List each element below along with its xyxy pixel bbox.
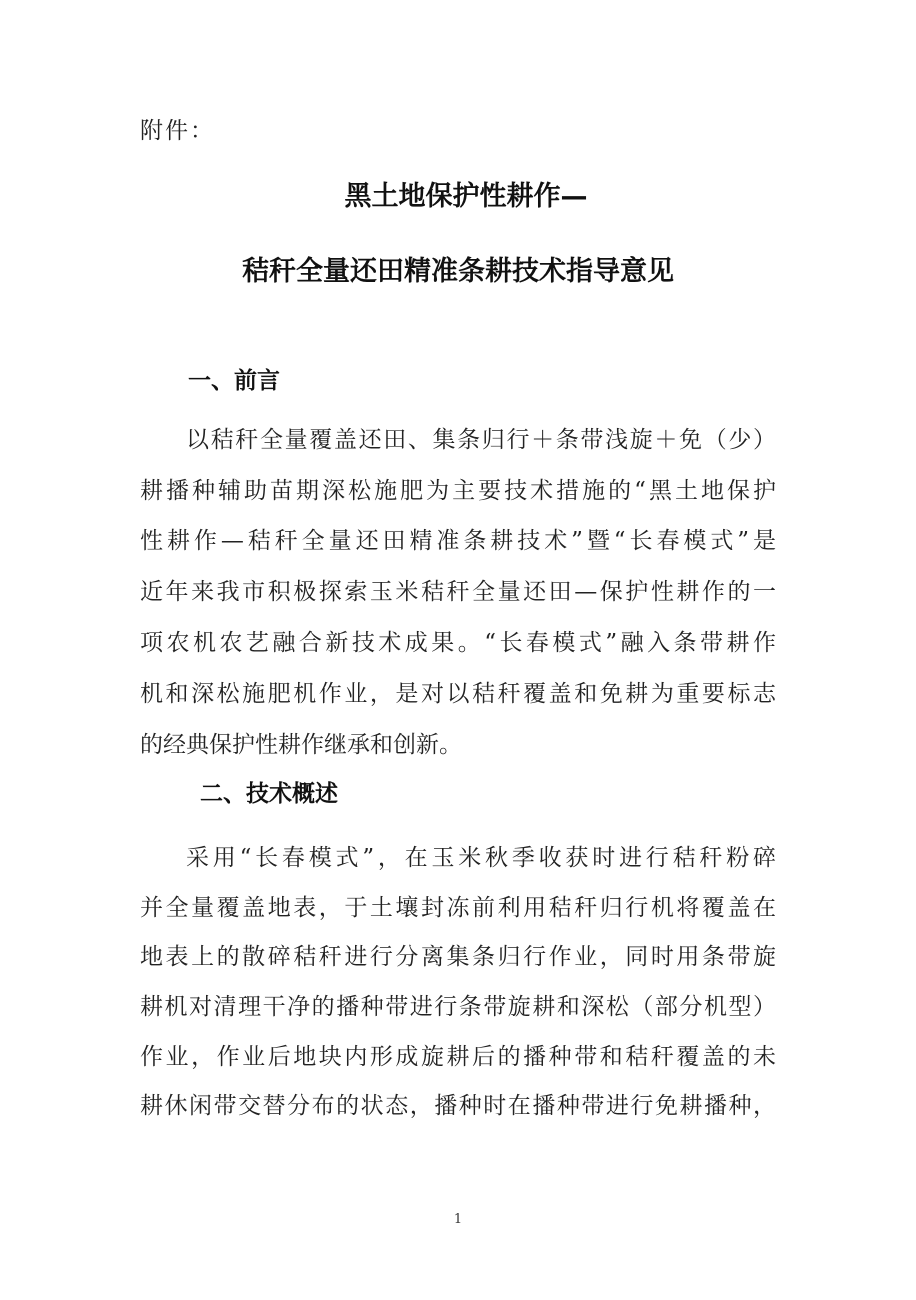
paragraph-line: 并全量覆盖地表，于土壤封冻前利用秸秆归行机将覆盖在 — [140, 895, 776, 921]
section-heading-preface: 一、前言 — [188, 368, 280, 394]
document-title-line-2: 秸秆全量还田精准条耕技术指导意见 — [242, 256, 674, 287]
section-heading-overview: 二、技术概述 — [200, 781, 338, 807]
attachment-label: 附件： — [140, 118, 215, 144]
paragraph-line: 机和深松施肥机作业，是对以秸秆覆盖和免耕为重要标志 — [140, 681, 776, 707]
paragraph-line: 地表上的散碎秸秆进行分离集条归行作业，同时用条带旋 — [140, 944, 776, 970]
paragraph-line: 采用“长春模式”，在玉米秋季收获时进行秸秆粉碎 — [186, 845, 776, 871]
paragraph-line: 的经典保护性耕作继承和创新。 — [140, 732, 462, 758]
page-number: 1 — [453, 1212, 463, 1227]
paragraph-line: 性耕作—秸秆全量还田精准条耕技术”暨“长春模式”是 — [140, 528, 776, 554]
paragraph-line: 耕休闲带交替分布的状态，播种时在播种带进行免耕播种， — [140, 1093, 776, 1119]
paragraph-line: 近年来我市积极探索玉米秸秆全量还田—保护性耕作的一 — [140, 579, 776, 605]
document-title-line-1: 黑土地保护性耕作— — [344, 181, 588, 212]
paragraph-line: 以秸秆全量覆盖还田、集条归行＋条带浅旋＋免（少） — [186, 427, 776, 453]
paragraph-line: 耕播种辅助苗期深松施肥为主要技术措施的“黑土地保护 — [140, 478, 776, 504]
paragraph-line: 耕机对清理干净的播种带进行条带旋耕和深松（部分机型） — [140, 994, 776, 1020]
paragraph-line: 作业，作业后地块内形成旋耕后的播种带和秸秆覆盖的未 — [140, 1044, 776, 1070]
paragraph-line: 项农机农艺融合新技术成果。“长春模式”融入条带耕作 — [140, 630, 776, 656]
